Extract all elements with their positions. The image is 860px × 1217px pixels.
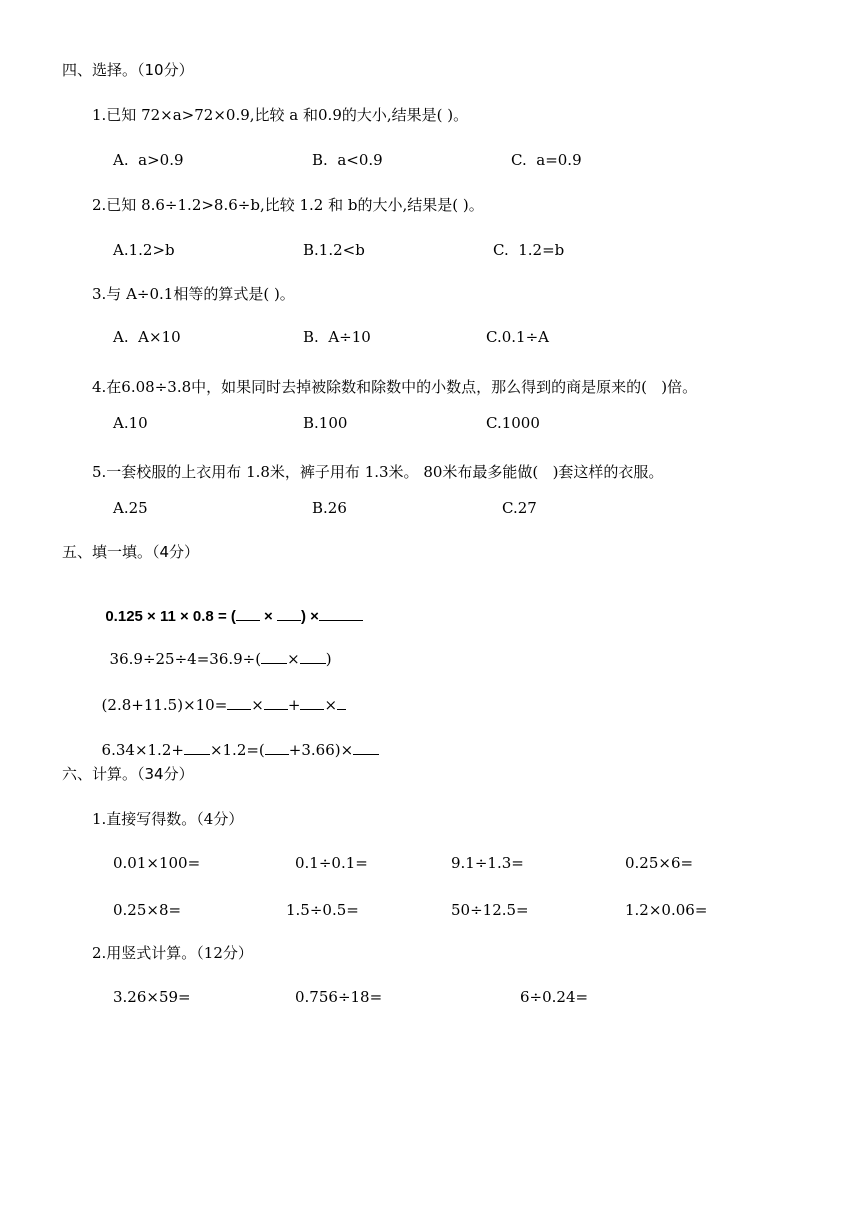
blank <box>265 740 289 755</box>
calc-item: 0.25×6= <box>625 854 694 872</box>
question-1-option-a: A. a>0.9 <box>113 151 184 169</box>
fill-line-2-text-c: ) <box>325 650 332 668</box>
section-4-title: 四、选择。（10分） <box>62 61 194 79</box>
fill-line-2-text-a: 36.9÷25÷4=36.9÷( <box>109 650 262 668</box>
subsection-1-title: 1.直接写得数。（4分） <box>92 810 244 828</box>
question-3-option-b: B. A÷10 <box>303 328 371 346</box>
subsection-2-title: 2.用竖式计算。（12分） <box>92 944 253 962</box>
blank <box>264 695 288 710</box>
blank <box>277 606 301 621</box>
fill-line-4 <box>92 720 379 760</box>
question-5-option-a: A.25 <box>113 499 148 517</box>
blank <box>300 695 324 710</box>
blank <box>319 606 363 621</box>
fill-line-1-text-c: ) × <box>300 608 319 625</box>
question-2-option-c: C. 1.2=b <box>493 241 565 259</box>
calc-item: 0.25×8= <box>113 901 182 919</box>
fill-line-1-text-a: 0.125 × 11 × 0.8 = ( <box>105 608 236 625</box>
fill-line-2 <box>100 629 332 669</box>
question-2-option-b: B.1.2<b <box>303 241 365 259</box>
question-5-option-c: C.27 <box>502 499 537 517</box>
question-3-option-c: C.0.1÷A <box>486 328 549 346</box>
fill-line-4-text-a: 6.34×1.2+ <box>101 741 184 759</box>
blank <box>227 695 251 710</box>
blank <box>353 740 379 755</box>
section-5-title: 五、填一填。（4分） <box>62 543 200 561</box>
question-2-option-a: A.1.2>b <box>113 241 175 259</box>
fill-line-4-text-b: ×1.2=( <box>209 741 265 759</box>
question-5-stem: 5.一套校服的上衣用布 1.8米，裤子用布 1.3米。 80米布最多能做( )套这样的衣服。 <box>92 463 664 481</box>
blank <box>236 606 260 621</box>
fill-line-2-text-b: × <box>287 650 300 668</box>
vertical-calc-item: 3.26×59= <box>113 988 191 1006</box>
fill-line-1-text-b: × <box>259 608 277 625</box>
blank <box>300 649 326 664</box>
question-1-option-b: B. a<0.9 <box>312 151 383 169</box>
vertical-calc-item: 0.756÷18= <box>295 988 383 1006</box>
fill-line-3 <box>92 675 346 715</box>
blank <box>337 695 346 710</box>
calc-item: 9.1÷1.3= <box>451 854 524 872</box>
calc-item: 0.1÷0.1= <box>295 854 368 872</box>
question-1-option-c: C. a=0.9 <box>511 151 582 169</box>
fill-line-1 <box>97 586 363 627</box>
question-5-option-b: B.26 <box>312 499 347 517</box>
question-4-option-b: B.100 <box>303 414 348 432</box>
question-3-stem: 3.与 A÷0.1相等的算式是( )。 <box>92 285 295 303</box>
fill-line-3-text-c: + <box>287 696 301 714</box>
fill-line-3-text-b: × <box>251 696 264 714</box>
blank <box>261 649 287 664</box>
question-4-stem: 4.在6.08÷3.8中，如果同时去掉被除数和除数中的小数点，那么得到的商是原来的( )倍。 <box>92 378 698 396</box>
calc-item: 0.01×100= <box>113 854 201 872</box>
question-4-option-a: A.10 <box>113 414 148 432</box>
question-3-option-a: A. A×10 <box>113 328 181 346</box>
calc-item: 1.5÷0.5= <box>286 901 359 919</box>
calc-item: 1.2×0.06= <box>625 901 708 919</box>
section-6-title: 六、计算。（34分） <box>62 765 194 783</box>
question-1-stem: 1.已知 72×a>72×0.9,比较 a 和0.9的大小,结果是( )。 <box>92 106 469 124</box>
blank <box>184 740 210 755</box>
vertical-calc-item: 6÷0.24= <box>520 988 589 1006</box>
question-4-option-c: C.1000 <box>486 414 540 432</box>
question-2-stem: 2.已知 8.6÷1.2>8.6÷b,比较 1.2 和 b的大小,结果是( )。 <box>92 196 484 214</box>
fill-line-3-text-d: × <box>324 696 338 714</box>
fill-line-4-text-c: +3.66)× <box>288 741 354 759</box>
calc-item: 50÷12.5= <box>451 901 529 919</box>
fill-line-3-text-a: (2.8+11.5)×10= <box>101 696 228 714</box>
